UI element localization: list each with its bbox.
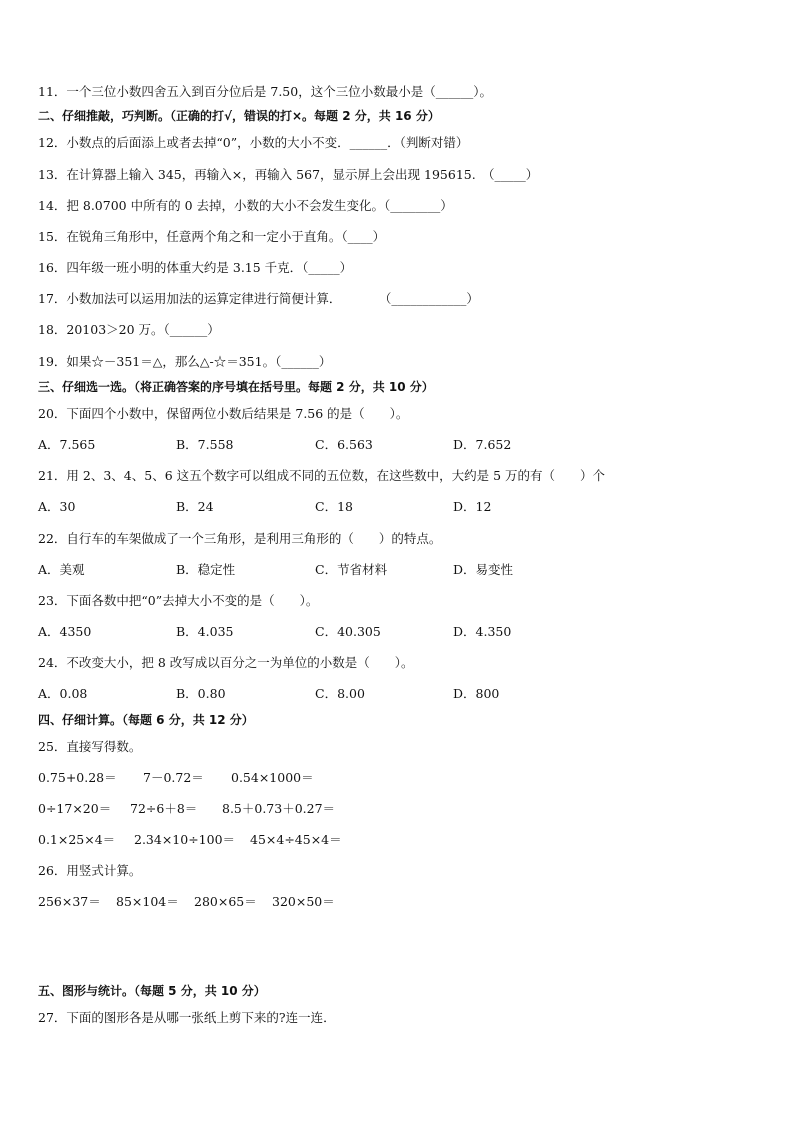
q25-expr-2-2: 72÷6＋8＝ <box>130 801 198 816</box>
q21-option-b: B．24 <box>176 499 214 514</box>
section-5-heading: 五、图形与统计。（每题 5 分，共 10 分） <box>38 984 266 998</box>
q24-option-c: C．8.00 <box>315 686 365 701</box>
q25-expr-1-2: 7－0.72＝ <box>143 770 204 785</box>
q22-option-c: C．节省材料 <box>315 562 388 577</box>
section-4-heading: 四、仔细计算。（每题 6 分，共 12 分） <box>38 713 254 727</box>
q26-expr-2: 85×104＝ <box>116 894 179 909</box>
q20-option-b: B．7.558 <box>176 437 234 452</box>
q20-option-c: C．6.563 <box>315 437 373 452</box>
section-2-heading: 二、仔细推敲，巧判断。（正确的打√，错误的打×。每题 2 分，共 16 分） <box>38 109 440 123</box>
q23-option-a: A．4350 <box>38 624 92 639</box>
q25-expr-3-2: 2.34×10÷100＝ <box>134 832 236 847</box>
question-21: 21．用 2、3、4、5、6 这五个数字可以组成不同的五位数，在这些数中，大约是 5 万的有（ ）个 <box>38 468 606 483</box>
question-26: 26．用竖式计算。 <box>38 863 142 878</box>
question-23: 23．下面各数中把“0”去掉大小不变的是（ ）。 <box>38 593 319 608</box>
question-18: 18．20103＞20 万。（______） <box>38 322 220 337</box>
question-20: 20．下面四个小数中，保留两位小数后结果是 7.56 的是（ ）。 <box>38 406 409 421</box>
q25-expr-1-3: 0.54×1000＝ <box>231 770 314 785</box>
q26-expr-1: 256×37＝ <box>38 894 101 909</box>
question-17: 17．小数加法可以运用加法的运算定律进行简便计算． （____________） <box>38 291 479 306</box>
question-27: 27．下面的图形各是从哪一张纸上剪下来的?连一连． <box>38 1010 336 1025</box>
question-22: 22．自行车的车架做成了一个三角形，是利用三角形的（ ）的特点。 <box>38 531 442 546</box>
question-16: 16．四年级一班小明的体重大约是 3.15 千克．（_____） <box>38 260 353 275</box>
q20-option-d: D．7.652 <box>453 437 512 452</box>
q25-expr-2-3: 8.5＋0.73＋0.27＝ <box>222 801 336 816</box>
question-13: 13．在计算器上输入 345，再输入×，再输入 567，显示屏上会出现 195615. （_____） <box>38 167 539 182</box>
q25-expr-1-1: 0.75+0.28＝ <box>38 770 117 785</box>
q24-option-d: D．800 <box>453 686 500 701</box>
q22-option-a: A．美观 <box>38 562 85 577</box>
q23-option-c: C．40.305 <box>315 624 381 639</box>
q21-option-d: D．12 <box>453 499 492 514</box>
q23-option-b: B．4.035 <box>176 624 234 639</box>
q21-option-c: C．18 <box>315 499 353 514</box>
question-19: 19．如果☆－351＝△，那么△-☆＝351。（______） <box>38 354 332 369</box>
q25-expr-3-1: 0.1×25×4＝ <box>38 832 116 847</box>
question-11: 11．一个三位小数四舍五入到百分位后是 7.50，这个三位小数最小是（______）。 <box>38 84 492 99</box>
q22-option-b: B．稳定性 <box>176 562 236 577</box>
q25-expr-2-1: 0÷17×20＝ <box>38 801 112 816</box>
section-3-heading: 三、仔细选一选。（将正确答案的序号填在括号里。每题 2 分，共 10 分） <box>38 380 434 394</box>
q24-option-b: B．0.80 <box>176 686 226 701</box>
question-12: 12．小数点的后面添上或者去掉“0”，小数的大小不变．______．（判断对错） <box>38 135 469 150</box>
q20-option-a: A．7.565 <box>38 437 96 452</box>
question-24: 24．不改变大小，把 8 改写成以百分之一为单位的小数是（ ）。 <box>38 655 414 670</box>
q22-option-d: D．易变性 <box>453 562 514 577</box>
q25-expr-3-3: 45×4÷45×4＝ <box>250 832 342 847</box>
q23-option-d: D．4.350 <box>453 624 512 639</box>
question-14: 14．把 8.0700 中所有的 0 去掉，小数的大小不会发生变化。（________） <box>38 198 453 213</box>
question-25: 25．直接写得数。 <box>38 739 142 754</box>
q21-option-a: A．30 <box>38 499 76 514</box>
q26-expr-3: 280×65＝ <box>194 894 257 909</box>
q26-expr-4: 320×50＝ <box>272 894 335 909</box>
question-15: 15．在锐角三角形中，任意两个角之和一定小于直角。（____） <box>38 229 386 244</box>
q24-option-a: A．0.08 <box>38 686 88 701</box>
